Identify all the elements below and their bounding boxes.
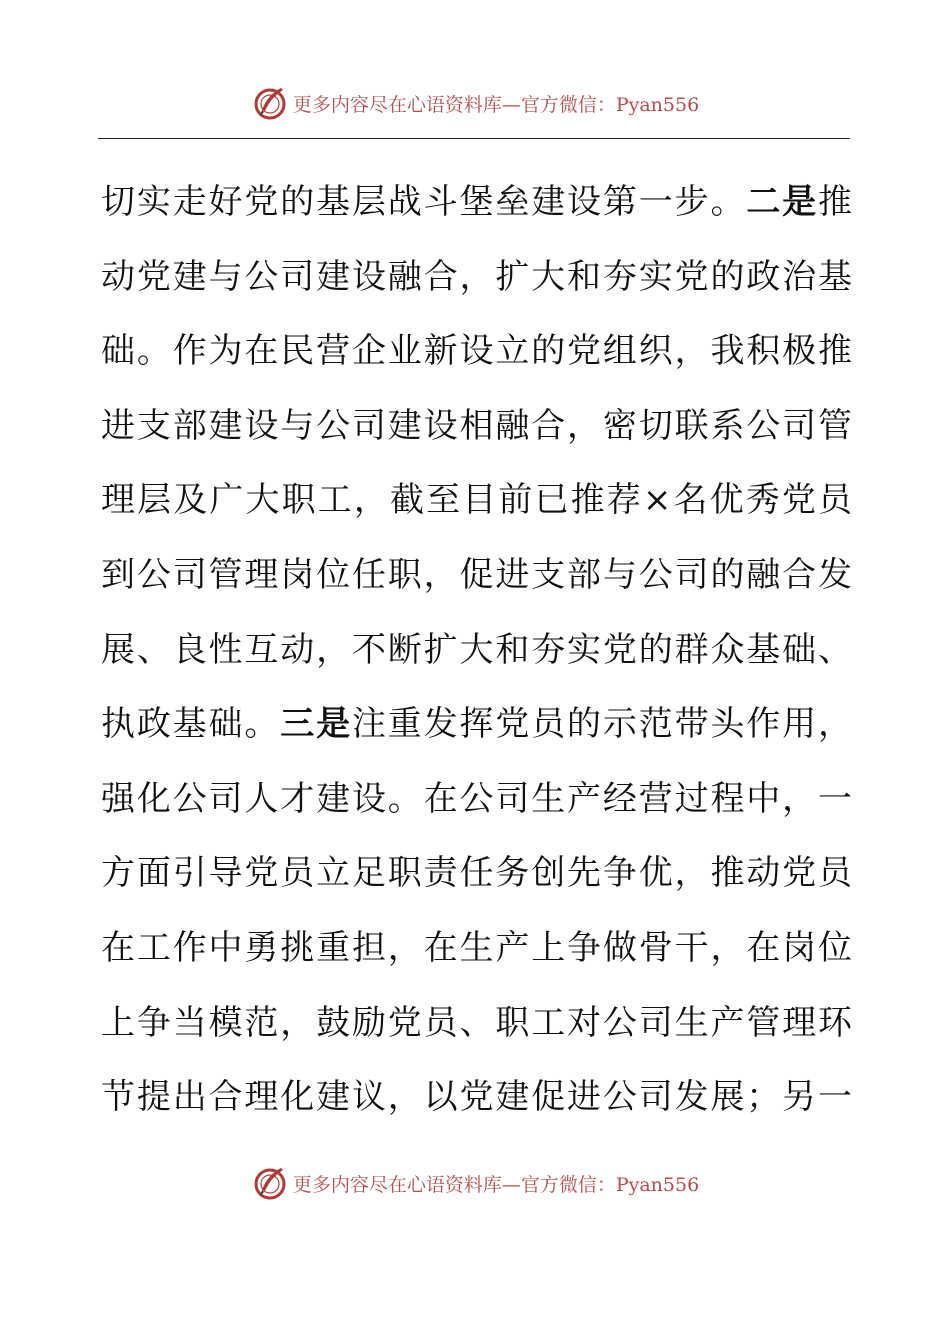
text-line-11: 在工作中勇挑重担，在生产上争做骨干，在岗位 [101,927,853,968]
text-line-10: 方面引导党员立足职责任务创先争优，推动党员 [101,853,853,894]
footer-banner [0,1160,950,1206]
text-line-6: 到公司管理岗位任职，促进支部与公司的融合发 [101,554,853,595]
emphasis-second: 二是 [746,182,819,222]
text-line-9: 强化公司人才建设。在公司生产经营过程中，一 [101,778,853,819]
text-line-12: 上争当模范，鼓励党员、职工对公司生产管理环 [101,1002,853,1043]
emphasis-third: 三是 [280,704,352,745]
header-banner-text: 更多内容尽在心语资料库—官方微信：Pyan556 [292,93,700,116]
text-line-1: 切实走好党的基层战斗堡垒建设第一步。二是推 [101,182,853,222]
text-line-2: 动党建与公司建设融合，扩大和夯实党的政治基 [101,256,853,297]
text-line-3: 础。作为在民营企业新设立的党组织，我积极推 [101,331,853,372]
text-line-13: 节提出合理化建议，以党建促进公司发展；另一 [101,1077,853,1118]
footer-banner-text: 更多内容尽在心语资料库—官方微信：Pyan556 [292,1173,700,1196]
header-divider [98,138,850,139]
text-line-4: 进支部建设与公司建设相融合，密切联系公司管 [101,405,853,446]
text-line-5: 理层及广大职工，截至目前已推荐×名优秀党员 [101,480,853,521]
quill-pen-logo-icon [251,1164,289,1202]
text-line-7: 展、良性互动，不断扩大和夯实党的群众基础、 [101,629,853,670]
header-banner [0,80,950,126]
document-body [101,165,853,1135]
quill-pen-logo-icon [251,84,289,122]
text-line-8: 执政基础。三是注重发挥党员的示范带头作用， [101,704,853,745]
